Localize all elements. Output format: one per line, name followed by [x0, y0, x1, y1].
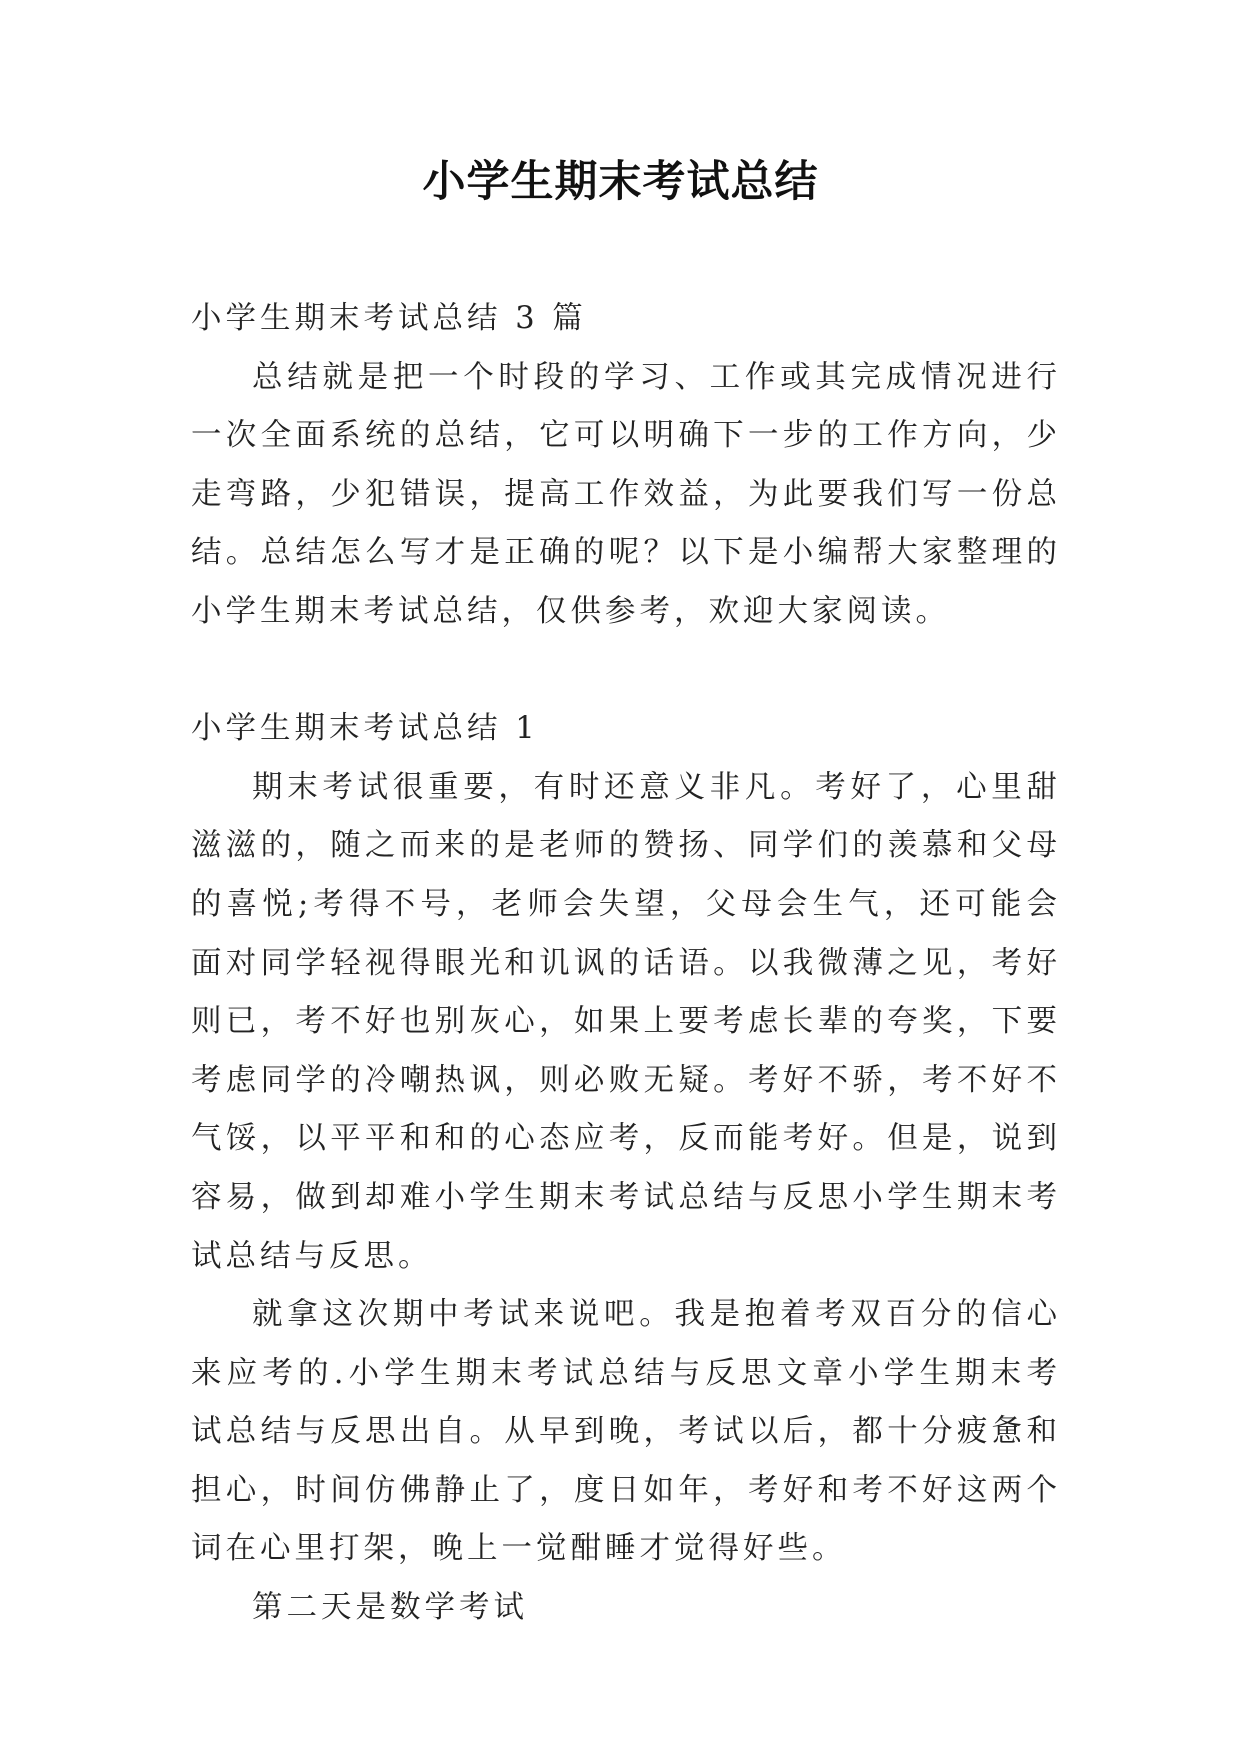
body-paragraph: 期末考试很重要，有时还意义非凡。考好了，心里甜滋滋的，随之而来的是老师的赞扬、同学们的羡慕和父母的喜悦;考得不号，老师会失望，父母会生气，还可能会面对同学轻视得眼光和讥讽的话语。以我微薄之见，考好则已，考不好也别灰心，如果上要考虑长辈的夸奖，下要考虑同学的冷嘲热讽，则必败无疑。考好不骄，考不好不气馁，以平平和和的心态应考，反而能考好。但是，说到容易，做到却难小学生期末考试总结与反思小学生期末考试总结与反思。 [191, 769, 1061, 1274]
document-title: 小学生期末考试总结 [422, 157, 819, 207]
body-paragraph: 就拿这次期中考试来说吧。我是抱着考双百分的信心来应考的.小学生期末考试总结与反思文章小学生期末考试总结与反思出自。从早到晚，考试以后，都十分疲惫和担心，时间仿佛静止了，度日如年，考好和考不好这两个词在心里打架，晚上一觉酣睡才觉得好些。 [191, 1297, 1061, 1567]
intro-paragraph: 总结就是把一个时段的学习、工作或其完成情况进行一次全面系统的总结，它可以明确下一步的工作方向，少走弯路，少犯错误，提高工作效益，为此要我们写一份总结。总结怎么写才是正确的呢？以下是小编帮大家整理的小学生期末考试总结，仅供参考，欢迎大家阅读。 [191, 359, 1061, 629]
document-body [191, 290, 1061, 1638]
subtitle: 小学生期末考试总结 3 篇 [191, 301, 587, 336]
body-paragraph: 第二天是数学考试 [252, 1590, 528, 1626]
section-heading: 小学生期末考试总结 1 [191, 711, 539, 747]
